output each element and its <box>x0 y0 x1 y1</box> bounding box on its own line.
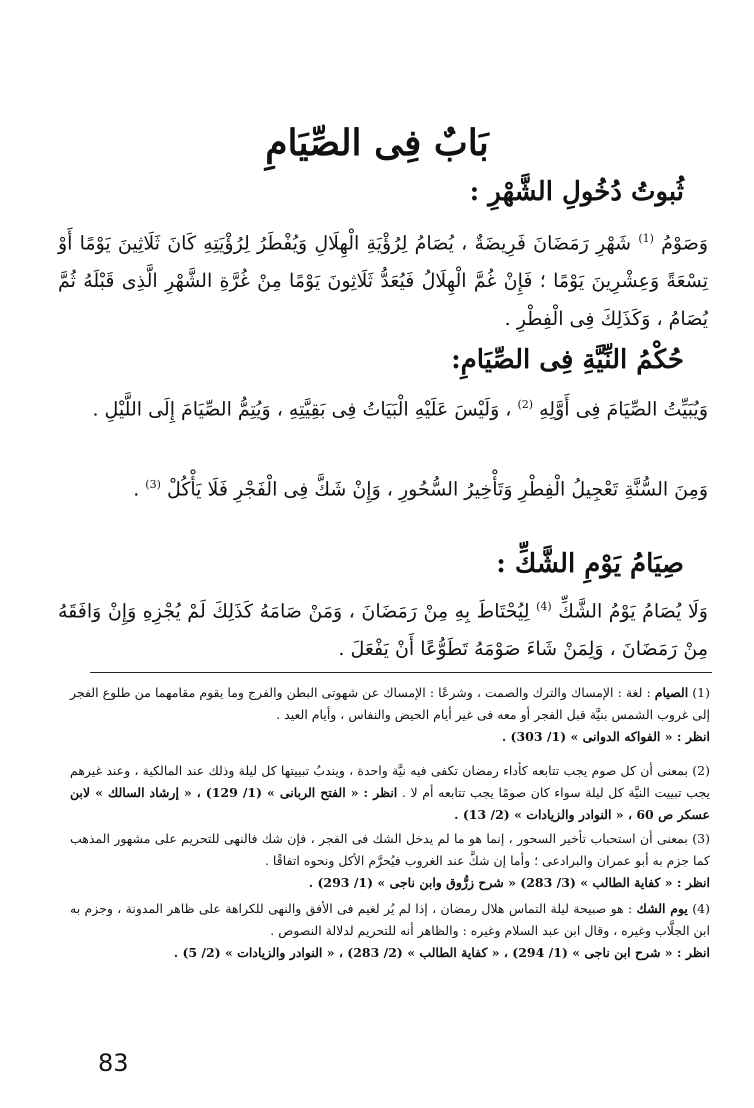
footnote-body: : هو صبيحة ليلة التماس هلال رمضان ، إذا لم يُر لغيم فى الأفق والنهى للكراهة على ظاهر المدونة ، وجزم به ابن الجلَّاب وغيره ، وقال ابن عبد السلام وغيره : والظاهر أنه للتحريم لدلالة النصوص . <box>70 901 710 938</box>
footnote-number: (2) <box>692 763 710 778</box>
paragraph-text: . <box>133 478 140 501</box>
paragraph-text: وَصَوْمُ <box>661 232 708 255</box>
paragraph-text: وَمِنَ السُّنَّةِ تَعْجِيلُ الْفِطْرِ وَتَأْخِيرُ السُّحُورِ ، وَإِنْ شَكَّ فِى الْفَجْرِ فَلَا يَأْكُلْ <box>166 478 708 501</box>
section-heading-doubt-day: صِيَامُ يَوْمِ الشَّكِّ : <box>496 549 684 579</box>
paragraph-text: ، وَلَيْسَ عَلَيْهِ الْبَيَاتُ فِى بَقِيَّتِهِ ، وَيُتِمُّ الصِّيَامَ إِلَى اللَّيْلِ . <box>92 398 512 421</box>
section-heading-month-start: ثُبوتُ دُخُولِ الشَّهْرِ : <box>469 177 684 207</box>
paragraph-suhoor <box>58 466 708 508</box>
footnote-ref: (3) <box>145 478 161 491</box>
footnote-reference: انظر : « الفواكه الدوانى » (1/ 303) . <box>501 729 710 744</box>
paragraph-text: شَهْرِ رَمَضَانَ فَرِيضَةٌ ، يُصَامُ لِرُؤْيَةِ الْهِلَالِ وَيُفْطَرُ لِرُؤْيَتِهِ كَانَ ثَلَاثِينَ يَوْمًا أَوْ تِسْعَةً وَعِشْرِينَ يَوْمًا ؛ فَإِنْ غُمَّ الْهِلَالُ فَيُعَدُّ ثَلَاثِونَ يَوْمًا مِنْ غُرَّةِ الشَّهْرِ الَّذِى قَبْلَهُ ثُمَّ يُصَامُ ، وَكَذَلِكَ فِى الْفِطْرِ . <box>58 232 708 331</box>
footnote-ref: (4) <box>536 600 552 613</box>
footnote-reference: انظر : « كفاية الطالب » (3/ 283) « شرح زرُّوق وابن ناجى » (1/ 293) . <box>308 875 710 890</box>
footnote-number: (3) <box>692 831 710 846</box>
paragraph-text: وَلَا يُصَامُ يَوْمُ الشَّكِّ <box>558 600 708 623</box>
footnote-3 <box>70 828 710 894</box>
chapter-title: بَابٌ فِى الصِّيَامِ <box>265 122 489 164</box>
footnote-body: بمعنى أن استحباب تأخير السحور ، إنما هو ما لم يدخل الشك فى الفجر ، فإن شك فالنهى للتحريم على مشهور المذهب كما جزم به أبو عمران والبرادعى ؛ وأما إن شكَّ عند الغروب فيُحرَّم الأكل ونحوه اتفاقًا . <box>70 831 710 868</box>
footnote-reference: انظر : « الفتح الربانى » (1/ 129) ، « إرشاد السالك » لابن عسكر ص 60 ، « النوادر والزيادات » (2/ 13) . <box>70 785 710 822</box>
footnote-ref: (1) <box>638 232 654 245</box>
footnote-4 <box>70 898 710 964</box>
footnote-ref: (2) <box>517 398 534 411</box>
section-heading-intention: حُكْمُ النِّيَّةِ فِى الصِّيَامِ: <box>451 345 684 375</box>
paragraph-month-start <box>58 220 708 338</box>
footnote-2 <box>70 760 710 826</box>
paragraph-text: لِيُحْتَاطَ بِهِ مِنْ رَمَضَانَ ، وَمَنْ صَامَهُ كَذَلِكَ لَمْ يُجْزِهِ وَإِنْ وَافَقَهُ مِنْ رَمَضَانَ ، وَلِمَنْ شَاءَ صَوْمَهُ تَطَوُّعًا أَنْ يَفْعَلَ . <box>58 600 708 661</box>
footnote-body: : لغة : الإمساك والترك والصمت ، وشرعًا : الإمساك عن شهوتى البطن والفرج وما يقوم مقامهما من طلوع الفجر إلى غروب الشمس بنيَّة قبل الفجر أو معه فى غير أيام الحيض والنفاس ، وأيام العيد . <box>70 685 710 722</box>
footnote-term: يوم الشك <box>636 901 688 916</box>
paragraph-intention <box>58 386 708 428</box>
footnote-term: الصيام <box>654 685 689 700</box>
footnote-number: (4) <box>692 901 710 916</box>
footnote-divider <box>90 672 712 673</box>
footnote-1 <box>70 682 710 748</box>
footnote-body: بمعنى أن كل صوم يجب تتابعه كأداء رمضان تكفى فيه نيَّة واحدة ، ويندبُ تبييتها كل ليلة وذلك عند المالكية ، وعند غيرهم يجب تبييت النيَّة كل ليلة سواء كان صومًا يجب تتابعه أم لا . <box>70 763 711 800</box>
footnote-reference: انظر : « شرح ابن ناجى » (1/ 294) ، « كفاية الطالب » (2/ 283) ، « النوادر والزيادات » (2/ 5) . <box>173 945 710 960</box>
page-number: 83 <box>98 1049 129 1077</box>
paragraph-doubt-day <box>58 588 708 668</box>
footnote-number: (1) <box>692 685 710 700</box>
paragraph-text: وَيُبَيِّتُ الصِّيَامَ فِى أَوَّلِهِ <box>539 398 708 421</box>
